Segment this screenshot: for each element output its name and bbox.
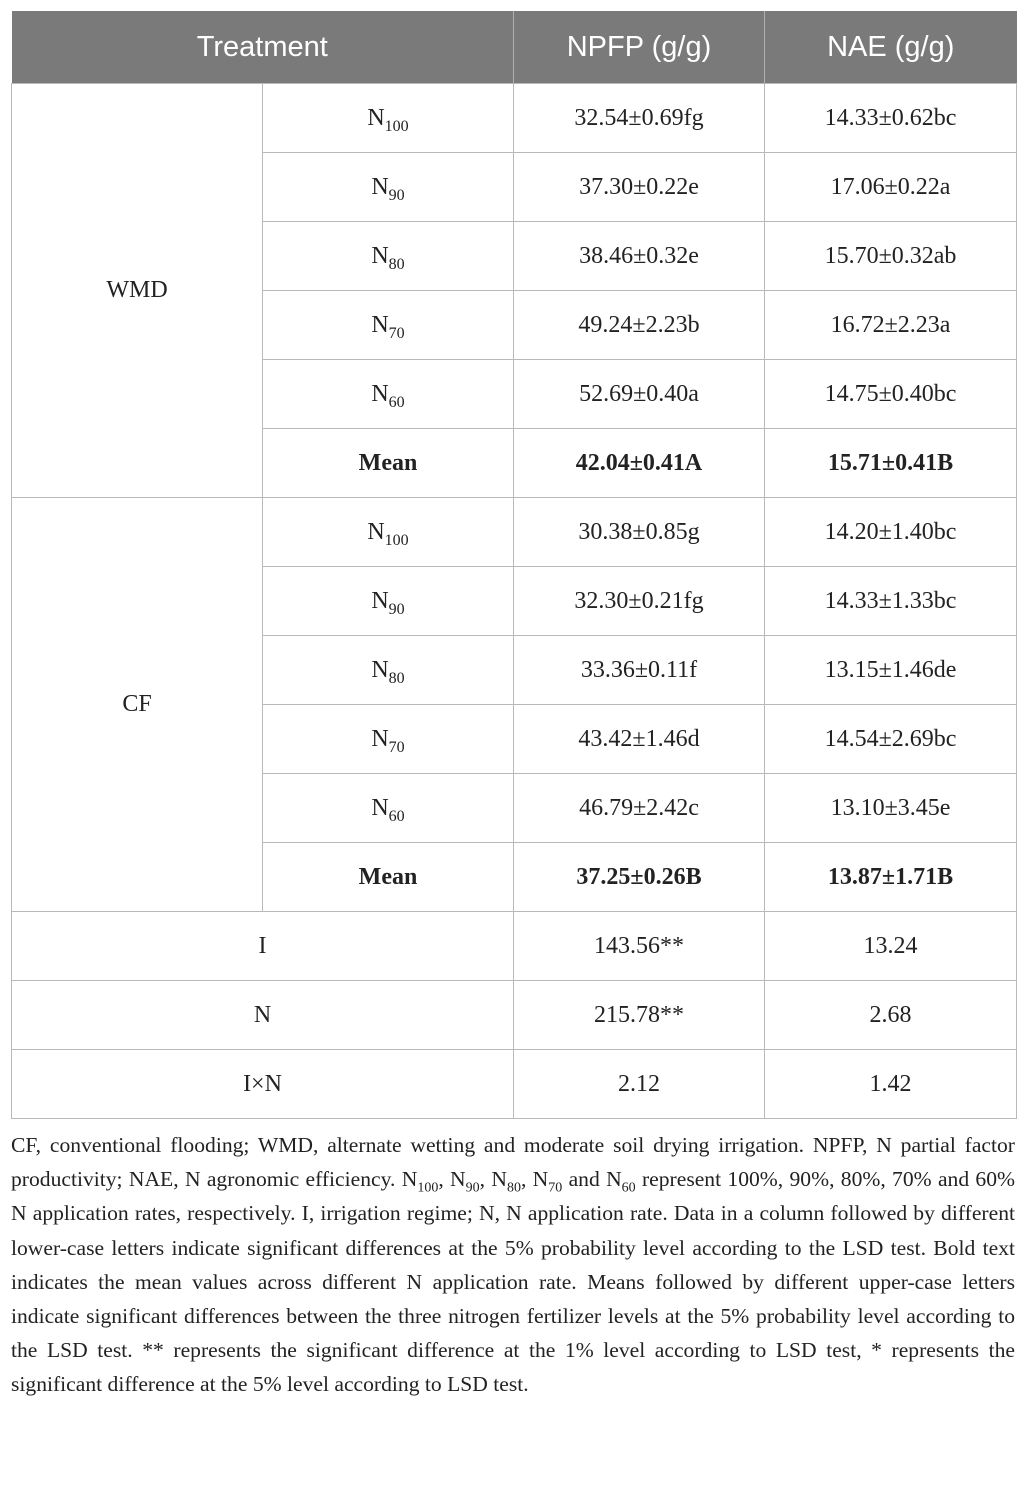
npfp-cell: 43.42±1.46d: [514, 705, 765, 774]
table-header-row: [12, 11, 1017, 84]
anova-row: [12, 1050, 1017, 1119]
n-level-cell: $N_{60}$: [263, 360, 514, 429]
anova-source: I: [12, 912, 514, 981]
npfp-cell: 38.46±0.32e: [514, 222, 765, 291]
npfp-cell: 30.38±0.85g: [514, 498, 765, 567]
anova-npfp: 215.78**: [514, 981, 765, 1050]
nae-cell: 13.15±1.46de: [765, 636, 1017, 705]
mean-label: Mean: [263, 843, 514, 912]
nae-cell: 14.33±1.33bc: [765, 567, 1017, 636]
anova-source: I×N: [12, 1050, 514, 1119]
mean-label: Mean: [263, 429, 514, 498]
group-label-cf: CF: [12, 498, 263, 912]
mean-npfp: 42.04±0.41A: [514, 429, 765, 498]
nae-cell: 13.10±3.45e: [765, 774, 1017, 843]
mean-nae: 13.87±1.71B: [765, 843, 1017, 912]
mean-nae: 15.71±0.41B: [765, 429, 1017, 498]
npfp-cell: 32.30±0.21fg: [514, 567, 765, 636]
nae-cell: 15.70±0.32ab: [765, 222, 1017, 291]
group-label-wmd: WMD: [12, 84, 263, 498]
n-level-cell: $N_{90}$: [263, 153, 514, 222]
n-level-cell: $N_{80}$: [263, 222, 514, 291]
anova-npfp: 2.12: [514, 1050, 765, 1119]
n-level-cell: $N_{60}$: [263, 774, 514, 843]
anova-nae: 2.68: [765, 981, 1017, 1050]
header-nae: NAE (g/g): [765, 11, 1017, 84]
nae-cell: 16.72±2.23a: [765, 291, 1017, 360]
npfp-cell: 37.30±0.22e: [514, 153, 765, 222]
anova-row: [12, 981, 1017, 1050]
nae-cell: 14.33±0.62bc: [765, 84, 1017, 153]
table-row: [12, 84, 1017, 153]
n-level-cell: $N_{100}$: [263, 498, 514, 567]
anova-nae: 1.42: [765, 1050, 1017, 1119]
npfp-cell: 33.36±0.11f: [514, 636, 765, 705]
results-table: [11, 11, 1017, 1119]
mean-npfp: 37.25±0.26B: [514, 843, 765, 912]
n-level-cell: $N_{70}$: [263, 705, 514, 774]
n-level-cell: $N_{90}$: [263, 567, 514, 636]
npfp-cell: 46.79±2.42c: [514, 774, 765, 843]
npfp-cell: 32.54±0.69fg: [514, 84, 765, 153]
n-level-cell: $N_{100}$: [263, 84, 514, 153]
anova-nae: 13.24: [765, 912, 1017, 981]
results-table-container: [11, 11, 1016, 1119]
nae-cell: 14.54±2.69bc: [765, 705, 1017, 774]
header-npfp: NPFP (g/g): [514, 11, 765, 84]
header-treatment: Treatment: [12, 11, 514, 84]
anova-source: N: [12, 981, 514, 1050]
nae-cell: 14.20±1.40bc: [765, 498, 1017, 567]
n-level-cell: $N_{80}$: [263, 636, 514, 705]
n-level-cell: $N_{70}$: [263, 291, 514, 360]
nae-cell: 17.06±0.22a: [765, 153, 1017, 222]
npfp-cell: 49.24±2.23b: [514, 291, 765, 360]
table-footnote: CF, conventional flooding; WMD, alternate wetting and moderate soil drying irrigation. NPFP, N partial factor productivity; NAE, N agronomic efficiency. $N_{100}$, $N_{90}$, $N_{80}$, $N_{70}$ and $N_{60}$ represent 100%, 90%, 80%, 70% and 60% N application rates, respectively. I, irrigation regime; N, N application rate. Data in a column followed by different lower-case letters indicate significant differences at the 5% probability level according to the LSD test. Bold text indicates the mean values across different N application rate. Means followed by different upper-case letters indicate significant differences between the three nitrogen fertilizer levels at the 5% probability level according to the LSD test. ** represents the significant difference at the 1% level according to LSD test, * represents the significant difference at the 5% level according to LSD test.: [11, 1133, 1016, 1397]
anova-row: [12, 912, 1017, 981]
npfp-cell: 52.69±0.40a: [514, 360, 765, 429]
nae-cell: 14.75±0.40bc: [765, 360, 1017, 429]
anova-npfp: 143.56**: [514, 912, 765, 981]
table-row: [12, 498, 1017, 567]
